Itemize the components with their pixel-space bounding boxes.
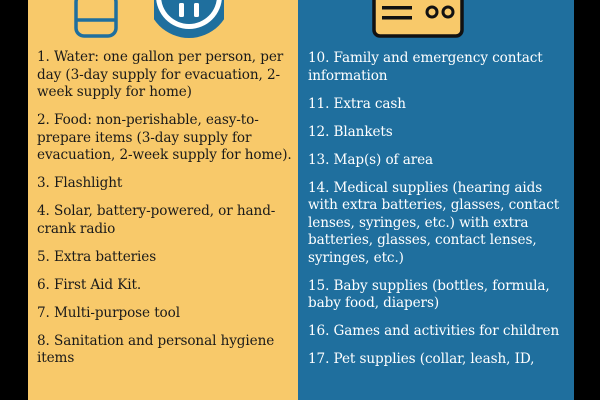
radio-icon bbox=[370, 0, 466, 40]
list-item: 2. Food: non-perishable, easy-to-prepare items (3-day supply for evacuation, 2-week supply for home). bbox=[37, 112, 292, 163]
list-item: 11. Extra cash bbox=[308, 95, 406, 112]
list-item: 7. Multi-purpose tool bbox=[37, 304, 180, 321]
list-item: 4. Solar, battery-powered, or hand-crank radio bbox=[37, 203, 276, 237]
left-panel bbox=[28, 0, 298, 400]
list-item: 13. Map(s) of area bbox=[308, 151, 434, 168]
list-item: 3. Flashlight bbox=[37, 175, 123, 191]
list-item: 16. Games and activities for children bbox=[308, 323, 560, 339]
list-item: 8. Sanitation and personal hygiene items bbox=[37, 332, 275, 366]
water-bottle-icon bbox=[72, 0, 120, 42]
right-supply-list bbox=[308, 50, 570, 379]
list-item: 1. Water: one gallon per person, per day (3-day supply for evacuation, 2-week supply for home) bbox=[37, 49, 284, 100]
right-panel bbox=[298, 0, 574, 400]
list-item: 12. Blankets bbox=[308, 123, 393, 140]
list-item: 6. First Aid Kit. bbox=[37, 276, 142, 293]
list-item: 10. Family and emergency contact information bbox=[308, 50, 543, 84]
outlet-icon bbox=[154, 0, 224, 44]
list-item: 15. Baby supplies (bottles, formula, baby food, diapers) bbox=[308, 277, 550, 311]
left-supply-list bbox=[37, 49, 295, 378]
list-item: 5. Extra batteries bbox=[37, 248, 157, 265]
list-item: 17. Pet supplies (collar, leash, ID, bbox=[308, 351, 535, 367]
list-item: 14. Medical supplies (hearing aids with extra batteries, glasses, contact lenses, syringes, etc.) with extra batteries, glasses, contact lenses, syringes, etc.) bbox=[308, 179, 560, 266]
